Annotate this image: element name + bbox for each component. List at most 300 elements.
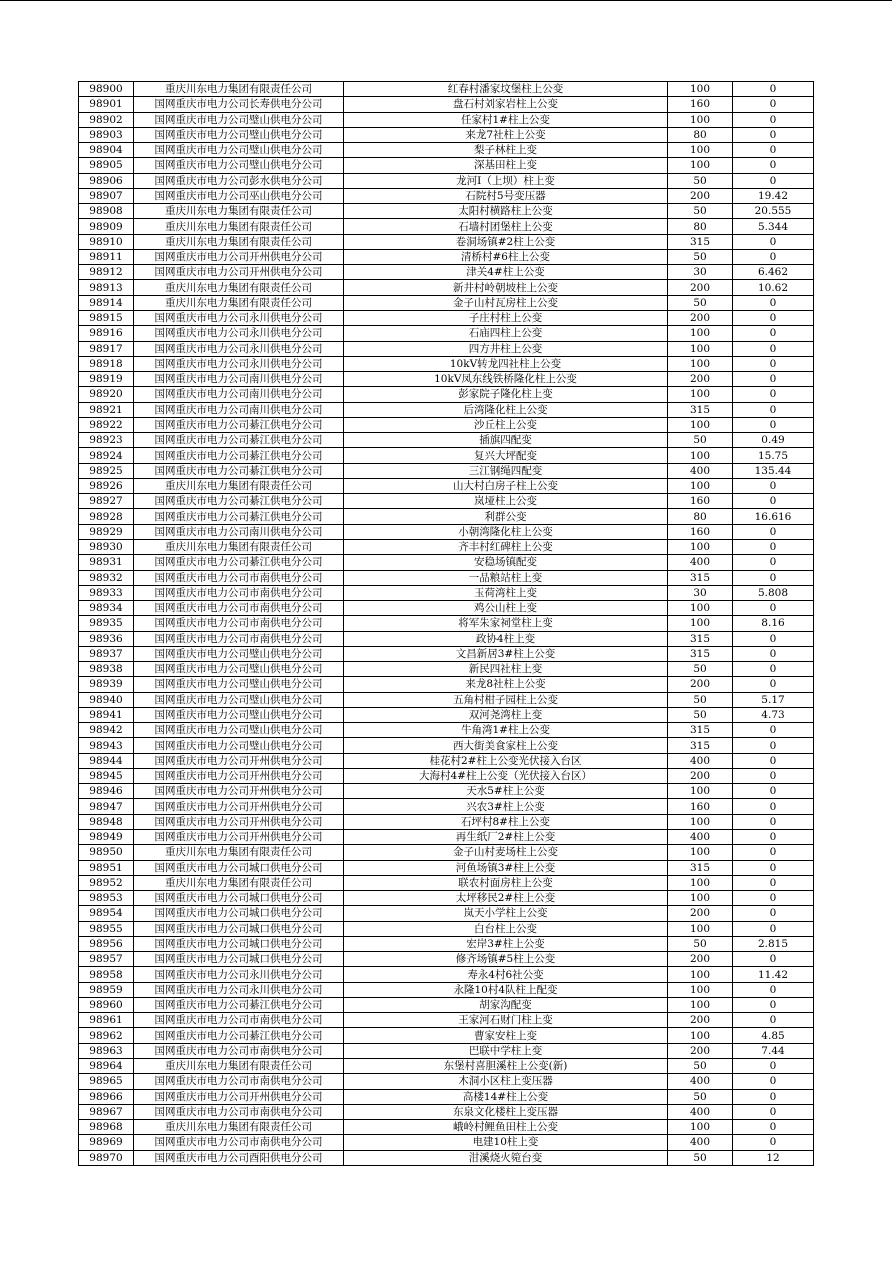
table-row (79, 448, 814, 463)
table-row (79, 677, 814, 692)
company-name-cell: 国网重庆市电力公司璧山供电分公司 (134, 692, 344, 707)
company-name-cell: 国网重庆市电力公司綦江供电分公司 (134, 448, 344, 463)
value-cell: 7.44 (733, 1043, 814, 1058)
transformer-name-cell: 玉荷湾柱上变 (344, 585, 668, 600)
value-cell: 0 (733, 830, 814, 845)
company-name-cell: 国网重庆市电力公司綦江供电分公司 (134, 555, 344, 570)
capacity-cell: 100 (668, 112, 733, 127)
table-row (79, 82, 814, 97)
transformer-name-cell: 木洞小区柱上变压器 (344, 1074, 668, 1089)
table-row (79, 814, 814, 829)
row-id-cell: 98944 (79, 753, 134, 768)
transformer-name-cell: 一品粮站柱上变 (344, 570, 668, 585)
table-row (79, 524, 814, 539)
company-name-cell: 国网重庆市电力公司永川供电分公司 (134, 310, 344, 325)
row-id-cell: 98947 (79, 799, 134, 814)
capacity-cell: 400 (668, 830, 733, 845)
capacity-cell: 315 (668, 570, 733, 585)
value-cell: 0 (733, 753, 814, 768)
value-cell: 0 (733, 372, 814, 387)
row-id-cell: 98900 (79, 82, 134, 97)
transformer-name-cell: 金子山村麦场柱上公变 (344, 845, 668, 860)
row-id-cell: 98958 (79, 967, 134, 982)
company-name-cell: 国网重庆市电力公司市南供电分公司 (134, 1013, 344, 1028)
row-id-cell: 98933 (79, 585, 134, 600)
company-name-cell: 国网重庆市电力公司市南供电分公司 (134, 616, 344, 631)
table-row (79, 936, 814, 951)
value-cell: 0 (733, 234, 814, 249)
row-id-cell: 98906 (79, 173, 134, 188)
capacity-cell: 200 (668, 677, 733, 692)
value-cell: 0.49 (733, 433, 814, 448)
value-cell: 0 (733, 310, 814, 325)
table-row (79, 295, 814, 310)
company-name-cell: 国网重庆市电力公司璧山供电分公司 (134, 112, 344, 127)
company-name-cell: 国网重庆市电力公司璧山供电分公司 (134, 707, 344, 722)
capacity-cell: 100 (668, 845, 733, 860)
transformer-name-cell: 桂花村2#柱上公变光伏接入台区 (344, 753, 668, 768)
company-name-cell: 国网重庆市电力公司綦江供电分公司 (134, 494, 344, 509)
company-name-cell: 国网重庆市电力公司城口供电分公司 (134, 860, 344, 875)
company-name-cell: 国网重庆市电力公司市南供电分公司 (134, 601, 344, 616)
company-name-cell: 国网重庆市电力公司璧山供电分公司 (134, 158, 344, 173)
row-id-cell: 98926 (79, 478, 134, 493)
value-cell: 0 (733, 814, 814, 829)
table-row (79, 906, 814, 921)
transformer-name-cell: 曹家安柱上变 (344, 1028, 668, 1043)
value-cell: 0 (733, 158, 814, 173)
value-cell: 0 (733, 570, 814, 585)
company-name-cell: 国网重庆市电力公司市南供电分公司 (134, 1104, 344, 1119)
row-id-cell: 98968 (79, 1120, 134, 1135)
company-name-cell: 国网重庆市电力公司綦江供电分公司 (134, 1028, 344, 1043)
transformer-name-cell: 来龙7社柱上公变 (344, 127, 668, 142)
capacity-cell: 100 (668, 158, 733, 173)
company-name-cell: 重庆川东电力集团有限责任公司 (134, 234, 344, 249)
table-row (79, 616, 814, 631)
row-id-cell: 98929 (79, 524, 134, 539)
table-row (79, 799, 814, 814)
row-id-cell: 98935 (79, 616, 134, 631)
capacity-cell: 80 (668, 509, 733, 524)
capacity-cell: 100 (668, 417, 733, 432)
transformer-name-cell: 永隆10村4队柱上配变 (344, 982, 668, 997)
transformer-name-cell: 修齐场镇#5柱上公变 (344, 952, 668, 967)
company-name-cell: 国网重庆市电力公司綦江供电分公司 (134, 997, 344, 1012)
value-cell: 0 (733, 1074, 814, 1089)
table-row (79, 860, 814, 875)
transformer-name-cell: 双河尧湾柱上变 (344, 707, 668, 722)
row-id-cell: 98939 (79, 677, 134, 692)
company-name-cell: 重庆川东电力集团有限责任公司 (134, 539, 344, 554)
company-name-cell: 国网重庆市电力公司市南供电分公司 (134, 585, 344, 600)
value-cell: 4.73 (733, 707, 814, 722)
table-row (79, 204, 814, 219)
company-name-cell: 国网重庆市电力公司彭水供电分公司 (134, 173, 344, 188)
capacity-cell: 80 (668, 127, 733, 142)
company-name-cell: 国网重庆市电力公司城口供电分公司 (134, 891, 344, 906)
row-id-cell: 98932 (79, 570, 134, 585)
value-cell: 0 (733, 387, 814, 402)
value-cell: 0 (733, 82, 814, 97)
table-row (79, 1074, 814, 1089)
table-row (79, 417, 814, 432)
capacity-cell: 30 (668, 585, 733, 600)
row-id-cell: 98908 (79, 204, 134, 219)
row-id-cell: 98937 (79, 646, 134, 661)
company-name-cell: 国网重庆市电力公司开州供电分公司 (134, 830, 344, 845)
capacity-cell: 100 (668, 921, 733, 936)
capacity-cell: 50 (668, 692, 733, 707)
capacity-cell: 100 (668, 784, 733, 799)
table-row (79, 1150, 814, 1165)
table-row (79, 692, 814, 707)
company-name-cell: 国网重庆市电力公司南川供电分公司 (134, 402, 344, 417)
value-cell: 135.44 (733, 463, 814, 478)
transformer-name-cell: 龙河Ⅰ（上坝）柱上变 (344, 173, 668, 188)
value-cell: 0 (733, 494, 814, 509)
capacity-cell: 50 (668, 295, 733, 310)
transformer-name-cell: 插旗四配变 (344, 433, 668, 448)
capacity-cell: 100 (668, 341, 733, 356)
transformer-name-cell: 安稳场镇配变 (344, 555, 668, 570)
transformer-name-cell: 太坪移民2#柱上公变 (344, 891, 668, 906)
row-id-cell: 98943 (79, 738, 134, 753)
value-cell: 0 (733, 982, 814, 997)
row-id-cell: 98956 (79, 936, 134, 951)
row-id-cell: 98941 (79, 707, 134, 722)
transformer-name-cell: 石院村5号变压器 (344, 188, 668, 203)
row-id-cell: 98927 (79, 494, 134, 509)
transformer-name-cell: 齐丰村红碑柱上公变 (344, 539, 668, 554)
value-cell: 0 (733, 891, 814, 906)
company-name-cell: 重庆川东电力集团有限责任公司 (134, 875, 344, 890)
transformer-name-cell: 10kV凤东线铁桥隆化柱上公变 (344, 372, 668, 387)
row-id-cell: 98966 (79, 1089, 134, 1104)
capacity-cell: 160 (668, 799, 733, 814)
company-name-cell: 国网重庆市电力公司城口供电分公司 (134, 921, 344, 936)
row-id-cell: 98902 (79, 112, 134, 127)
capacity-cell: 315 (668, 646, 733, 661)
transformer-table (78, 81, 814, 1166)
table-row (79, 127, 814, 142)
value-cell: 0 (733, 921, 814, 936)
company-name-cell: 国网重庆市电力公司城口供电分公司 (134, 906, 344, 921)
company-name-cell: 国网重庆市电力公司城口供电分公司 (134, 952, 344, 967)
row-id-cell: 98964 (79, 1059, 134, 1074)
company-name-cell: 国网重庆市电力公司开州供电分公司 (134, 784, 344, 799)
capacity-cell: 200 (668, 1043, 733, 1058)
company-name-cell: 国网重庆市电力公司璧山供电分公司 (134, 143, 344, 158)
value-cell: 20.555 (733, 204, 814, 219)
value-cell: 0 (733, 723, 814, 738)
row-id-cell: 98967 (79, 1104, 134, 1119)
transformer-name-cell: 深基田柱上变 (344, 158, 668, 173)
value-cell: 0 (733, 1089, 814, 1104)
row-id-cell: 98923 (79, 433, 134, 448)
transformer-name-cell: 再生纸厂2#柱上公变 (344, 830, 668, 845)
transformer-name-cell: 石坪村8#柱上公变 (344, 814, 668, 829)
value-cell: 0 (733, 768, 814, 783)
row-id-cell: 98917 (79, 341, 134, 356)
transformer-name-cell: 白台柱上公变 (344, 921, 668, 936)
transformer-name-cell: 三江钢绳四配变 (344, 463, 668, 478)
row-id-cell: 98969 (79, 1135, 134, 1150)
transformer-name-cell: 石墙村团堡柱上公变 (344, 219, 668, 234)
table-row (79, 1028, 814, 1043)
transformer-name-cell: 将军朱家祠堂柱上变 (344, 616, 668, 631)
company-name-cell: 国网重庆市电力公司綦江供电分公司 (134, 417, 344, 432)
value-cell: 0 (733, 1104, 814, 1119)
capacity-cell: 200 (668, 952, 733, 967)
table-row (79, 494, 814, 509)
row-id-cell: 98961 (79, 1013, 134, 1028)
value-cell: 0 (733, 631, 814, 646)
value-cell: 0 (733, 677, 814, 692)
capacity-cell: 315 (668, 723, 733, 738)
capacity-cell: 30 (668, 265, 733, 280)
transformer-name-cell: 大海村4#柱上公变（光伏接入台区） (344, 768, 668, 783)
table-row (79, 188, 814, 203)
capacity-cell: 100 (668, 616, 733, 631)
value-cell: 11.42 (733, 967, 814, 982)
value-cell: 0 (733, 143, 814, 158)
company-name-cell: 国网重庆市电力公司永川供电分公司 (134, 982, 344, 997)
company-name-cell: 国网重庆市电力公司开州供电分公司 (134, 249, 344, 264)
value-cell: 0 (733, 539, 814, 554)
row-id-cell: 98921 (79, 402, 134, 417)
table-row (79, 997, 814, 1012)
table-row (79, 356, 814, 371)
capacity-cell: 50 (668, 707, 733, 722)
company-name-cell: 国网重庆市电力公司市南供电分公司 (134, 1074, 344, 1089)
capacity-cell: 100 (668, 539, 733, 554)
capacity-cell: 100 (668, 387, 733, 402)
capacity-cell: 50 (668, 1089, 733, 1104)
capacity-cell: 100 (668, 478, 733, 493)
value-cell: 5.808 (733, 585, 814, 600)
value-cell: 0 (733, 646, 814, 661)
table-row (79, 143, 814, 158)
value-cell: 0 (733, 1120, 814, 1135)
company-name-cell: 重庆川东电力集团有限责任公司 (134, 295, 344, 310)
value-cell: 0 (733, 997, 814, 1012)
table-row (79, 478, 814, 493)
company-name-cell: 国网重庆市电力公司璧山供电分公司 (134, 646, 344, 661)
transformer-name-cell: 岚垭柱上公变 (344, 494, 668, 509)
transformer-name-cell: 西大街美食家柱上公变 (344, 738, 668, 753)
row-id-cell: 98919 (79, 372, 134, 387)
value-cell: 0 (733, 799, 814, 814)
transformer-name-cell: 寿永4村6社公变 (344, 967, 668, 982)
value-cell: 19.42 (733, 188, 814, 203)
value-cell: 0 (733, 906, 814, 921)
transformer-name-cell: 东堡村喜胆溪柱上公变(新) (344, 1059, 668, 1074)
company-name-cell: 国网重庆市电力公司酉阳供电分公司 (134, 1150, 344, 1165)
capacity-cell: 100 (668, 1120, 733, 1135)
value-cell: 0 (733, 127, 814, 142)
transformer-name-cell: 泔溪烧火箢台变 (344, 1150, 668, 1165)
transformer-name-cell: 峨岭村鲤鱼田柱上公变 (344, 1120, 668, 1135)
transformer-name-cell: 小朝湾隆化柱上公变 (344, 524, 668, 539)
table-row (79, 1104, 814, 1119)
transformer-name-cell: 沙丘柱上公变 (344, 417, 668, 432)
transformer-name-cell: 宏岸3#柱上公变 (344, 936, 668, 951)
capacity-cell: 200 (668, 310, 733, 325)
value-cell: 0 (733, 875, 814, 890)
transformer-name-cell: 梨子林柱上变 (344, 143, 668, 158)
company-name-cell: 国网重庆市电力公司永川供电分公司 (134, 326, 344, 341)
transformer-name-cell: 电建10柱上变 (344, 1135, 668, 1150)
table-row (79, 433, 814, 448)
company-name-cell: 重庆川东电力集团有限责任公司 (134, 82, 344, 97)
capacity-cell: 50 (668, 249, 733, 264)
company-name-cell: 国网重庆市电力公司开州供电分公司 (134, 768, 344, 783)
company-name-cell: 重庆川东电力集团有限责任公司 (134, 845, 344, 860)
transformer-name-cell: 利群公变 (344, 509, 668, 524)
capacity-cell: 100 (668, 1028, 733, 1043)
transformer-name-cell: 河鱼场镇3#柱上公变 (344, 860, 668, 875)
row-id-cell: 98959 (79, 982, 134, 997)
capacity-cell: 100 (668, 997, 733, 1012)
capacity-cell: 100 (668, 875, 733, 890)
row-id-cell: 98930 (79, 539, 134, 554)
transformer-name-cell: 彭家院子隆化柱上变 (344, 387, 668, 402)
table-row (79, 555, 814, 570)
table-row (79, 967, 814, 982)
row-id-cell: 98965 (79, 1074, 134, 1089)
capacity-cell: 160 (668, 524, 733, 539)
row-id-cell: 98950 (79, 845, 134, 860)
company-name-cell: 国网重庆市电力公司綦江供电分公司 (134, 463, 344, 478)
value-cell: 15.75 (733, 448, 814, 463)
table-body (79, 82, 814, 1166)
company-name-cell: 国网重庆市电力公司市南供电分公司 (134, 631, 344, 646)
company-name-cell: 国网重庆市电力公司璧山供电分公司 (134, 127, 344, 142)
transformer-name-cell: 高楼14#柱上公变 (344, 1089, 668, 1104)
value-cell: 4.85 (733, 1028, 814, 1043)
row-id-cell: 98938 (79, 662, 134, 677)
page-top-rule (0, 0, 892, 1)
value-cell: 0 (733, 173, 814, 188)
company-name-cell: 国网重庆市电力公司綦江供电分公司 (134, 433, 344, 448)
value-cell: 0 (733, 662, 814, 677)
capacity-cell: 400 (668, 1074, 733, 1089)
row-id-cell: 98903 (79, 127, 134, 142)
row-id-cell: 98945 (79, 768, 134, 783)
row-id-cell: 98924 (79, 448, 134, 463)
transformer-name-cell: 子庄村柱上公变 (344, 310, 668, 325)
capacity-cell: 100 (668, 891, 733, 906)
table-row (79, 158, 814, 173)
company-name-cell: 国网重庆市电力公司开州供电分公司 (134, 814, 344, 829)
row-id-cell: 98957 (79, 952, 134, 967)
company-name-cell: 国网重庆市电力公司璧山供电分公司 (134, 662, 344, 677)
table-row (79, 738, 814, 753)
row-id-cell: 98901 (79, 97, 134, 112)
transformer-name-cell: 红春村潘家坟堡柱上公变 (344, 82, 668, 97)
row-id-cell: 98915 (79, 310, 134, 325)
transformer-name-cell: 巴联中学柱上变 (344, 1043, 668, 1058)
value-cell: 0 (733, 478, 814, 493)
table-row (79, 1089, 814, 1104)
value-cell: 8.16 (733, 616, 814, 631)
value-cell: 16.616 (733, 509, 814, 524)
transformer-name-cell: 新民四社柱上变 (344, 662, 668, 677)
transformer-name-cell: 王家河石财门柱上变 (344, 1013, 668, 1028)
company-name-cell: 国网重庆市电力公司永川供电分公司 (134, 356, 344, 371)
table-row (79, 1120, 814, 1135)
value-cell: 0 (733, 249, 814, 264)
transformer-name-cell: 政协4柱上变 (344, 631, 668, 646)
transformer-name-cell: 金子山村瓦房柱上公变 (344, 295, 668, 310)
row-id-cell: 98953 (79, 891, 134, 906)
value-cell: 5.344 (733, 219, 814, 234)
company-name-cell: 国网重庆市电力公司璧山供电分公司 (134, 677, 344, 692)
row-id-cell: 98914 (79, 295, 134, 310)
capacity-cell: 200 (668, 768, 733, 783)
capacity-cell: 50 (668, 204, 733, 219)
value-cell: 0 (733, 341, 814, 356)
table-row (79, 1135, 814, 1150)
value-cell: 0 (733, 845, 814, 860)
value-cell: 0 (733, 1013, 814, 1028)
transformer-name-cell: 盘石村刘家岩柱上公变 (344, 97, 668, 112)
row-id-cell: 98911 (79, 249, 134, 264)
transformer-name-cell: 岚天小学柱上公变 (344, 906, 668, 921)
capacity-cell: 100 (668, 982, 733, 997)
table-row (79, 463, 814, 478)
row-id-cell: 98913 (79, 280, 134, 295)
company-name-cell: 国网重庆市电力公司永川供电分公司 (134, 341, 344, 356)
row-id-cell: 98942 (79, 723, 134, 738)
row-id-cell: 98952 (79, 875, 134, 890)
value-cell: 0 (733, 860, 814, 875)
capacity-cell: 100 (668, 601, 733, 616)
transformer-name-cell: 五角村柑子园柱上公变 (344, 692, 668, 707)
table-row (79, 723, 814, 738)
row-id-cell: 98920 (79, 387, 134, 402)
table-row (79, 1013, 814, 1028)
value-cell: 5.17 (733, 692, 814, 707)
company-name-cell: 国网重庆市电力公司市南供电分公司 (134, 570, 344, 585)
row-id-cell: 98970 (79, 1150, 134, 1165)
value-cell: 0 (733, 112, 814, 127)
transformer-name-cell: 来龙8社柱上公变 (344, 677, 668, 692)
row-id-cell: 98962 (79, 1028, 134, 1043)
capacity-cell: 315 (668, 860, 733, 875)
transformer-name-cell: 兴农3#柱上公变 (344, 799, 668, 814)
company-name-cell: 国网重庆市电力公司南川供电分公司 (134, 524, 344, 539)
table-row (79, 234, 814, 249)
table-row (79, 112, 814, 127)
table-row (79, 509, 814, 524)
value-cell: 6.462 (733, 265, 814, 280)
company-name-cell: 国网重庆市电力公司南川供电分公司 (134, 387, 344, 402)
value-cell: 0 (733, 356, 814, 371)
company-name-cell: 重庆川东电力集团有限责任公司 (134, 219, 344, 234)
row-id-cell: 98940 (79, 692, 134, 707)
value-cell: 0 (733, 601, 814, 616)
row-id-cell: 98934 (79, 601, 134, 616)
capacity-cell: 200 (668, 906, 733, 921)
capacity-cell: 315 (668, 631, 733, 646)
transformer-name-cell: 新井村岭朝坡柱上公变 (344, 280, 668, 295)
row-id-cell: 98904 (79, 143, 134, 158)
table-row (79, 768, 814, 783)
value-cell: 0 (733, 417, 814, 432)
company-name-cell: 国网重庆市电力公司璧山供电分公司 (134, 738, 344, 753)
